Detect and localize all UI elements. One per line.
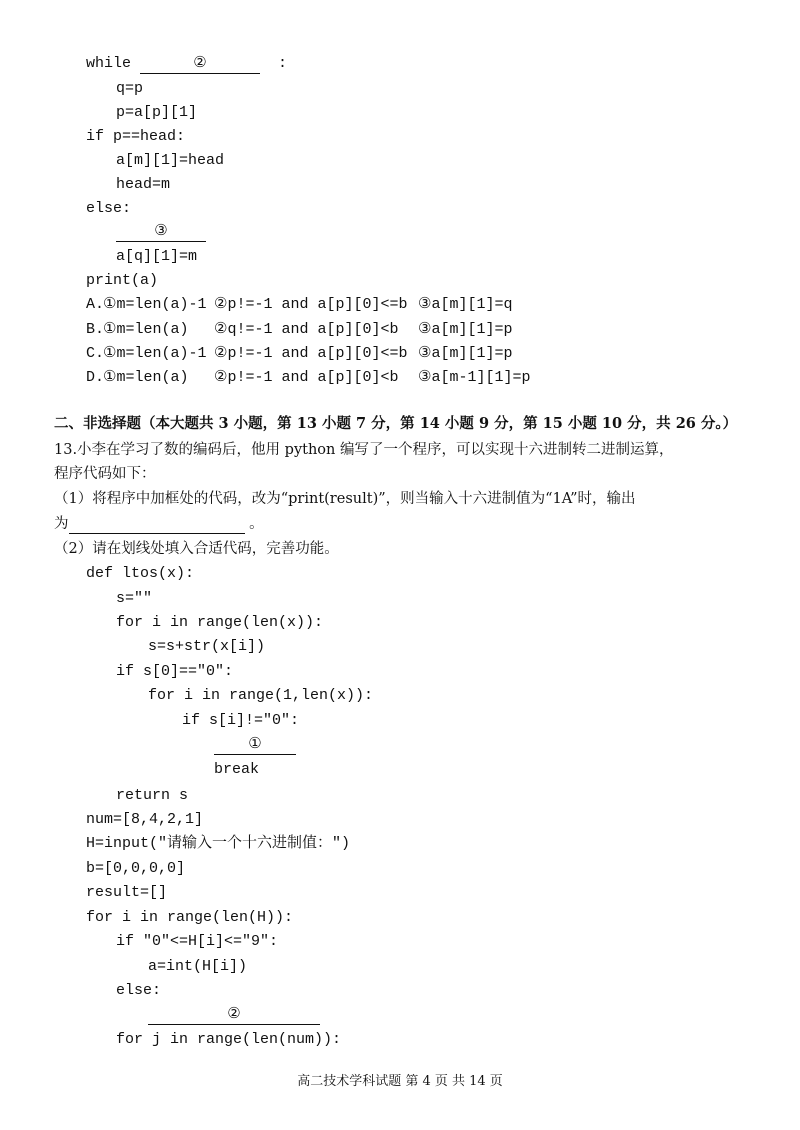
code-def-ltos: def ltos(x): — [86, 565, 195, 582]
q13-part2-instruction: （2）请在划线处填入合适代码，完善功能。 — [54, 541, 339, 557]
code-else-2: else: — [116, 982, 162, 999]
code-line-if-head: if p==head: — [86, 128, 186, 145]
blank-2b-marker: ② — [227, 1006, 241, 1023]
code-s-init: s="" — [116, 590, 153, 607]
blank-3-marker: ③ — [154, 223, 168, 240]
blank-1-marker: ① — [248, 736, 262, 753]
code-line-am1-head: a[m][1]=head — [116, 152, 225, 169]
page-footer: 高二技术学科试题 第 4 页 共 14 页 — [297, 1074, 503, 1089]
code-break: break — [214, 761, 260, 778]
code-if-s0: if s[0]=="0": — [116, 663, 234, 680]
option-choice-2: ②q!=-1 and a[p][0]<b — [214, 321, 399, 338]
q13-part1-line-1: （1）将程序中加框处的代码，改为“print(result)”，则当输入十六进制值为“1A”时，输出 — [54, 491, 636, 507]
section-heading: 二、非选择题（本大题共 3 小题，第 13 小题 7 分，第 14 小题 9 分，第 15 小题 10 分，共 26 分。） — [54, 415, 738, 432]
option-choice-2: ②p!=-1 and a[p][0]<b — [214, 369, 399, 386]
code-line-print: print(a) — [86, 272, 159, 289]
option-choice-3: ③a[m][1]=p — [418, 345, 513, 362]
option-choice-3: ③a[m][1]=p — [418, 321, 513, 338]
code-blank-1-line — [214, 735, 296, 755]
option-label: B. — [86, 321, 105, 338]
answer-blank-1[interactable] — [214, 736, 296, 755]
answer-blank-3[interactable] — [116, 223, 206, 242]
q13-part1-suffix: 。 — [249, 516, 264, 532]
code-while-line — [86, 54, 287, 74]
option-label: D. — [86, 369, 105, 386]
code-while-colon: : — [278, 55, 288, 72]
code-input: H=input("请输入一个十六进制值：") — [86, 835, 351, 852]
code-line-p-assign: p=a[p][1] — [116, 104, 198, 121]
option-choice-2: ②p!=-1 and a[p][0]<=b — [214, 296, 408, 313]
option-choice-1: ①m=len(a)-1 — [103, 296, 207, 313]
option-choice-3: ③a[m-1][1]=p — [418, 369, 531, 386]
q13-intro-line-2: 程序代码如下： — [54, 466, 156, 482]
option-choice-1: ①m=len(a)-1 — [103, 345, 207, 362]
option-choice-1: ①m=len(a) — [103, 369, 189, 386]
q13-intro-line-1: 13.小李在学习了数的编码后，他用 python 编写了一个程序，可以实现十六进制转二进制运算， — [54, 442, 674, 458]
q13-part1-line-2 — [54, 514, 264, 534]
code-for-1: for i in range(len(x)): — [116, 614, 324, 631]
answer-blank-2b[interactable] — [148, 1006, 320, 1025]
code-b-init: b=[0,0,0,0] — [86, 860, 186, 877]
code-blank-2-line — [148, 1005, 320, 1025]
q13-part1-prefix: 为 — [54, 516, 69, 532]
code-if-si: if s[i]!="0": — [182, 712, 300, 729]
q13-part1-answer-blank[interactable] — [69, 515, 245, 534]
code-for-3: for i in range(len(H)): — [86, 909, 294, 926]
code-a-int: a=int(H[i]) — [148, 958, 248, 975]
option-choice-2: ②p!=-1 and a[p][0]<=b — [214, 345, 408, 362]
option-label: A. — [86, 296, 105, 313]
blank-2-marker: ② — [193, 55, 207, 72]
code-line-aq1-m: a[q][1]=m — [116, 248, 198, 265]
code-num: num=[8,4,2,1] — [86, 811, 204, 828]
code-if-digit: if "0"<=H[i]<="9": — [116, 933, 279, 950]
answer-blank-2[interactable] — [140, 55, 260, 74]
code-for-4: for j in range(len(num)): — [116, 1031, 342, 1048]
option-choice-3: ③a[m][1]=q — [418, 296, 513, 313]
code-return: return s — [116, 787, 189, 804]
option-choice-1: ①m=len(a) — [103, 321, 189, 338]
code-blank-3-line — [116, 222, 206, 242]
code-line-q-assign: q=p — [116, 80, 144, 97]
code-line-else: else: — [86, 200, 132, 217]
code-s-add: s=s+str(x[i]) — [148, 638, 266, 655]
code-for-2: for i in range(1,len(x)): — [148, 687, 374, 704]
code-while-keyword: while — [86, 55, 132, 72]
code-line-head-m: head=m — [116, 176, 171, 193]
option-label: C. — [86, 345, 105, 362]
code-result-init: result=[] — [86, 884, 168, 901]
